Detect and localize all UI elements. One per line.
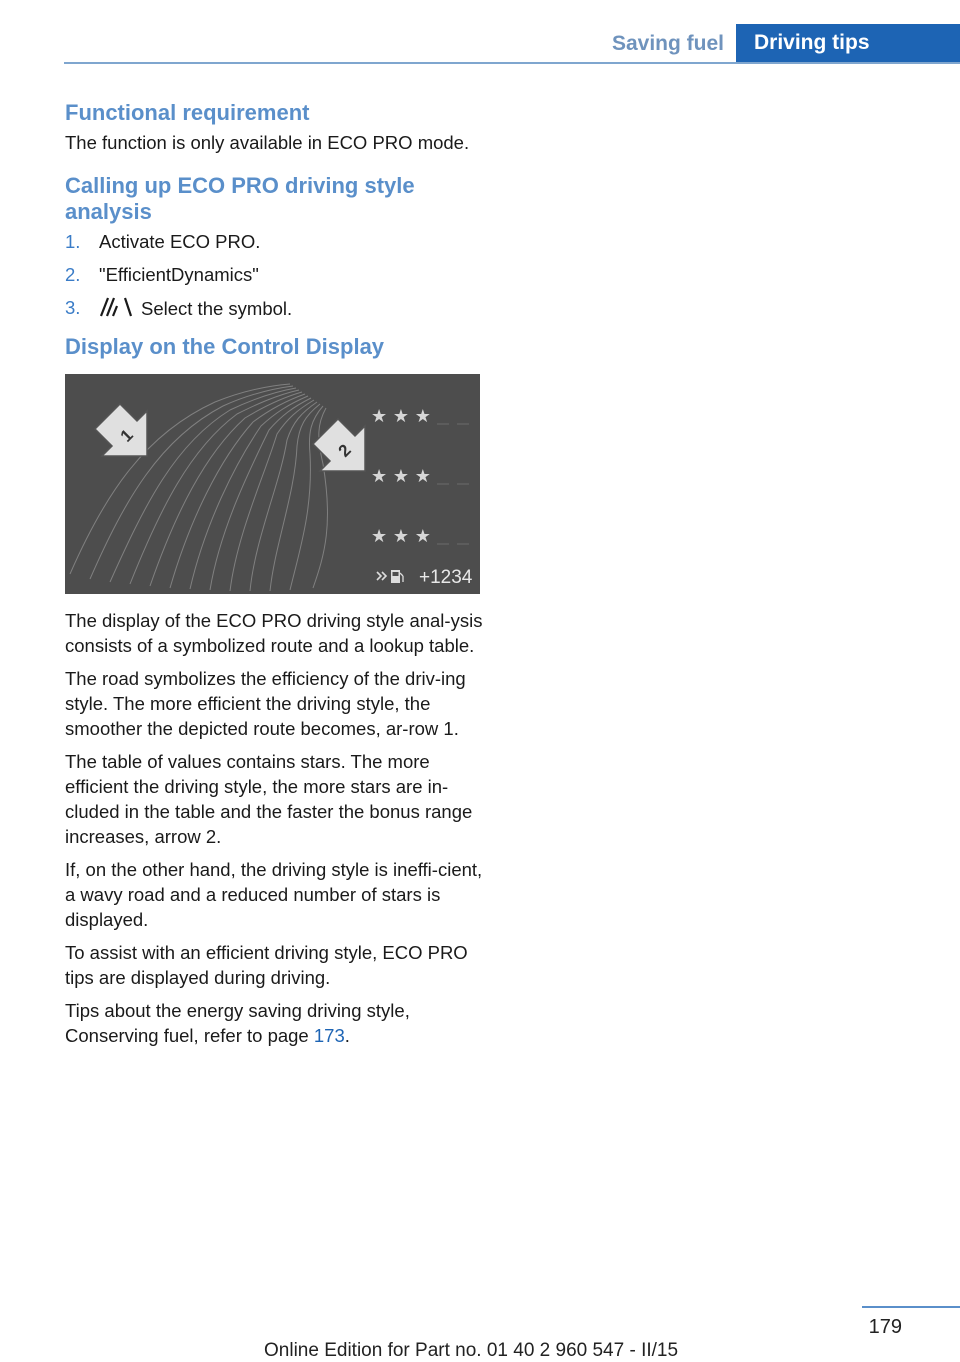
functional-text: The function is only available in ECO PRO mode. bbox=[65, 132, 470, 153]
paragraph bbox=[65, 998, 485, 1048]
fuel-pump-icon bbox=[391, 570, 403, 583]
step-text: Activate ECO PRO. bbox=[99, 231, 261, 252]
road-symbol-icon bbox=[99, 295, 133, 317]
figure-graphic bbox=[65, 374, 480, 594]
star-table bbox=[371, 406, 431, 547]
page-number: 179 bbox=[868, 1316, 902, 1338]
arrow-1-label: 1 bbox=[116, 425, 137, 446]
list-item bbox=[65, 262, 485, 295]
heading-display: Display on the Control Display bbox=[65, 334, 385, 359]
heading-calling-up: Calling up ECO PRO driving style analysis bbox=[65, 173, 415, 224]
step-number: 1. bbox=[65, 231, 81, 252]
star-placeholders bbox=[437, 424, 469, 544]
step-text: "EfficientDynamics" bbox=[99, 264, 259, 285]
section-tab[interactable]: Saving fuel bbox=[611, 32, 725, 55]
star-row: ★ ★ ★ bbox=[371, 526, 431, 547]
step-text: Select the symbol. bbox=[141, 298, 293, 319]
edition-footer: Online Edition for Part no. 01 40 2 960 547 - II/15 bbox=[264, 1340, 679, 1361]
star-row: ★ ★ ★ bbox=[371, 466, 431, 487]
step-number: 3. bbox=[65, 297, 81, 318]
arrow-2-label: 2 bbox=[334, 440, 355, 461]
double-chevron-icon bbox=[377, 572, 386, 580]
list-item bbox=[65, 229, 485, 262]
paragraph-text: Tips about the energy saving driving style, Conserving fuel, refer to page bbox=[65, 1000, 410, 1046]
paragraph: The display of the ECO PRO driving style anal-ysis consists of a symbolized route and a lookup table. bbox=[65, 610, 483, 656]
paragraph: If, on the other hand, the driving style is ineffi-cient, a wavy road and a reduced number of stars is displayed. bbox=[65, 859, 483, 930]
steps-list bbox=[65, 229, 485, 328]
paragraph: To assist with an efficient driving style, ECO PRO tips are displayed during driving. bbox=[65, 942, 468, 988]
step-number: 2. bbox=[65, 264, 81, 285]
paragraph: The table of values contains stars. The more efficient the driving style, the more stars are in-cluded in the table and the faster the bonus range increases, arrow 2. bbox=[65, 751, 473, 847]
header-rule bbox=[64, 62, 960, 64]
heading-functional-requirement: Functional requirement bbox=[65, 100, 310, 125]
list-item bbox=[65, 295, 485, 328]
footer-rule bbox=[862, 1306, 960, 1308]
bonus-range-value: +1234 bbox=[419, 567, 473, 588]
paragraph-end: . bbox=[344, 1025, 350, 1046]
chapter-tab[interactable]: Driving tips bbox=[736, 24, 960, 64]
eco-pro-display-figure bbox=[65, 374, 480, 594]
star-row: ★ ★ ★ bbox=[371, 406, 431, 427]
page-content bbox=[65, 100, 485, 1048]
page-reference-link[interactable]: 173 bbox=[313, 1025, 345, 1046]
paragraph: The road symbolizes the efficiency of the driv-ing style. The more efficient the driving style, the smoother the depicted route becomes, ar-row 1. bbox=[65, 668, 466, 739]
